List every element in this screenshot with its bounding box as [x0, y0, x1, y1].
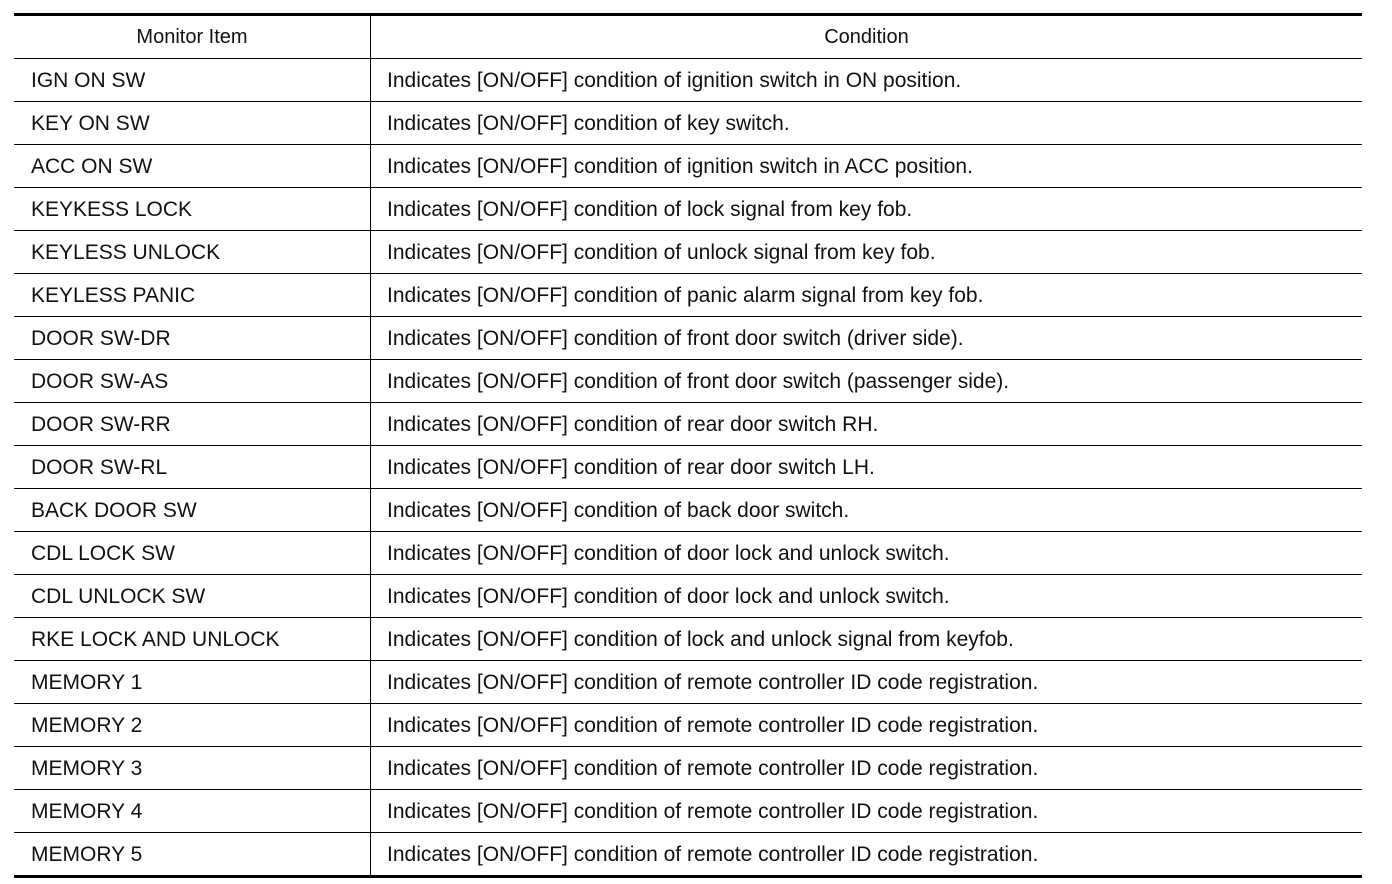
table-header-row — [14, 16, 1362, 59]
monitor-item-cell: KEYLESS PANIC — [14, 274, 371, 316]
header-condition: Condition — [824, 26, 909, 48]
table-row — [14, 446, 1362, 489]
table-row — [14, 102, 1362, 145]
monitor-item-cell: CDL LOCK SW — [14, 532, 371, 574]
monitor-item-cell: DOOR SW-AS — [14, 360, 371, 402]
table-row — [14, 403, 1362, 446]
table-row — [14, 59, 1362, 102]
condition-cell: Indicates [ON/OFF] condition of ignition switch in ACC position. — [387, 154, 973, 178]
condition-cell: Indicates [ON/OFF] condition of front door switch (driver side). — [387, 326, 964, 350]
monitor-item-cell: DOOR SW-RL — [14, 446, 371, 488]
table-row — [14, 833, 1362, 875]
condition-cell: Indicates [ON/OFF] condition of front door switch (passenger side). — [387, 369, 1010, 393]
table-row — [14, 274, 1362, 317]
table-row — [14, 145, 1362, 188]
monitor-item-cell: CDL UNLOCK SW — [14, 575, 371, 617]
table-row — [14, 231, 1362, 274]
table-row — [14, 188, 1362, 231]
monitor-item-cell: MEMORY 3 — [14, 747, 371, 789]
condition-cell: Indicates [ON/OFF] condition of back door switch. — [387, 498, 850, 522]
condition-cell: Indicates [ON/OFF] condition of rear door switch RH. — [387, 412, 879, 436]
table-body — [14, 59, 1362, 875]
monitor-item-cell: DOOR SW-RR — [14, 403, 371, 445]
condition-cell: Indicates [ON/OFF] condition of rear door switch LH. — [387, 455, 875, 479]
condition-cell: Indicates [ON/OFF] condition of panic alarm signal from key fob. — [387, 283, 984, 307]
condition-cell: Indicates [ON/OFF] condition of door lock and unlock switch. — [387, 541, 950, 565]
condition-cell: Indicates [ON/OFF] condition of remote controller ID code registration. — [387, 842, 1039, 866]
monitor-item-cell: DOOR SW-DR — [14, 317, 371, 359]
table-row — [14, 532, 1362, 575]
condition-cell: Indicates [ON/OFF] condition of lock and unlock signal from keyfob. — [387, 627, 1014, 651]
table-row — [14, 360, 1362, 403]
monitor-item-cell: ACC ON SW — [14, 145, 371, 187]
monitor-item-cell: BACK DOOR SW — [14, 489, 371, 531]
condition-cell: Indicates [ON/OFF] condition of remote controller ID code registration. — [387, 713, 1039, 737]
table-row — [14, 747, 1362, 790]
table-row — [14, 704, 1362, 747]
monitor-item-cell: IGN ON SW — [14, 59, 371, 101]
condition-cell: Indicates [ON/OFF] condition of remote controller ID code registration. — [387, 799, 1039, 823]
table-row — [14, 575, 1362, 618]
monitor-item-cell: KEYKESS LOCK — [14, 188, 371, 230]
condition-cell: Indicates [ON/OFF] condition of ignition switch in ON position. — [387, 68, 962, 92]
condition-cell: Indicates [ON/OFF] condition of key switch. — [387, 111, 790, 135]
monitor-item-cell: MEMORY 2 — [14, 704, 371, 746]
table-row — [14, 661, 1362, 704]
condition-cell: Indicates [ON/OFF] condition of unlock signal from key fob. — [387, 240, 936, 264]
condition-cell: Indicates [ON/OFF] condition of door lock and unlock switch. — [387, 584, 950, 608]
monitor-item-cell: MEMORY 4 — [14, 790, 371, 832]
monitor-item-cell: MEMORY 1 — [14, 661, 371, 703]
monitor-item-cell: MEMORY 5 — [14, 833, 371, 875]
monitor-item-cell: KEYLESS UNLOCK — [14, 231, 371, 273]
table-row — [14, 317, 1362, 360]
monitor-item-table — [14, 13, 1362, 878]
monitor-item-cell: KEY ON SW — [14, 102, 371, 144]
table-row — [14, 489, 1362, 532]
condition-cell: Indicates [ON/OFF] condition of lock signal from key fob. — [387, 197, 913, 221]
monitor-item-cell: RKE LOCK AND UNLOCK — [14, 618, 371, 660]
table-row — [14, 618, 1362, 661]
table-row — [14, 790, 1362, 833]
condition-cell: Indicates [ON/OFF] condition of remote controller ID code registration. — [387, 756, 1039, 780]
header-monitor-item: Monitor Item — [14, 16, 371, 58]
condition-cell: Indicates [ON/OFF] condition of remote controller ID code registration. — [387, 670, 1039, 694]
